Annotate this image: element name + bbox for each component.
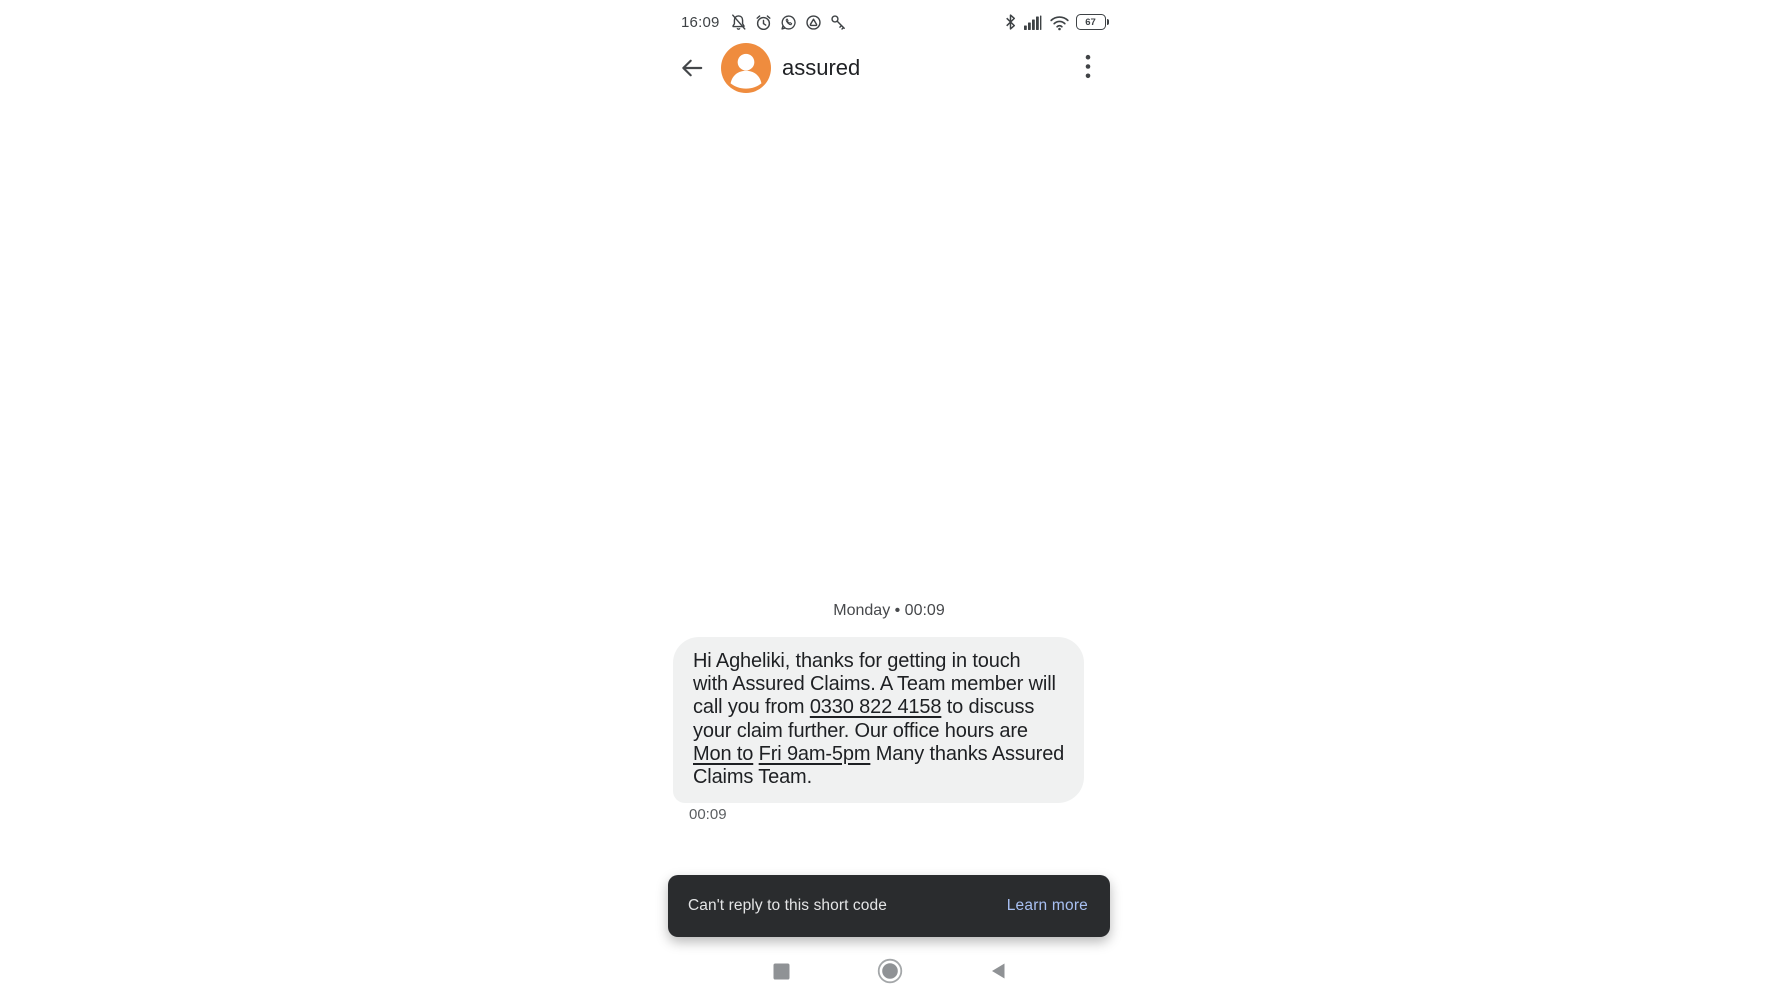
message-line	[693, 650, 1064, 673]
back-arrow-icon	[679, 55, 705, 81]
message-line	[693, 766, 1064, 789]
status-bar-left	[681, 13, 848, 32]
alarm-icon	[754, 13, 773, 32]
recents-square-icon	[773, 963, 790, 980]
battery-icon	[1076, 14, 1110, 30]
battery-nub	[1107, 19, 1110, 25]
back-button[interactable]	[679, 55, 705, 81]
message-line	[693, 720, 1064, 743]
message-text: call you from	[693, 696, 810, 719]
avatar-person-icon	[721, 43, 771, 93]
back-nav-button[interactable]	[990, 962, 1006, 980]
message-link[interactable]: Fri 9am-5pm	[758, 742, 871, 765]
phone-screen	[661, 0, 1117, 1000]
home-button[interactable]	[876, 957, 904, 985]
message-bubble[interactable]	[673, 637, 1084, 803]
battery-level: 67	[1085, 16, 1096, 28]
back-triangle-icon	[990, 962, 1006, 980]
wifi-icon	[1049, 14, 1070, 31]
conversation-header	[661, 38, 1117, 98]
kebab-menu-icon	[1085, 54, 1091, 79]
message-line	[693, 696, 1064, 719]
avatar[interactable]	[721, 43, 771, 93]
home-circle-icon	[876, 957, 904, 985]
message-line	[693, 673, 1064, 696]
message-link[interactable]: 0330 822 4158	[809, 696, 942, 719]
conversation-title[interactable]: assured	[782, 55, 861, 80]
cellular-signal-icon	[1023, 14, 1043, 31]
battery-body	[1076, 14, 1106, 30]
navigation-bar	[661, 942, 1117, 1000]
notifications-muted-icon	[729, 13, 748, 32]
message-link[interactable]: Mon to	[693, 742, 754, 765]
data-saver-icon	[804, 13, 823, 32]
overflow-menu-button[interactable]	[1079, 50, 1097, 86]
date-header: Monday • 00:09	[833, 602, 945, 619]
message-line	[693, 743, 1064, 766]
message-text: Many thanks Assured	[870, 742, 1065, 765]
status-time: 16:09	[681, 13, 720, 31]
learn-more-button[interactable]: Learn more	[1006, 897, 1088, 914]
whatsapp-icon	[779, 13, 798, 32]
recents-button[interactable]	[773, 963, 790, 980]
message-text: Claims Team.	[693, 766, 812, 789]
status-bar-right	[1004, 13, 1110, 31]
message-text: Hi Agheliki, thanks for getting in touch	[693, 650, 1021, 672]
status-bar	[661, 0, 1117, 38]
snackbar	[668, 875, 1110, 937]
bluetooth-icon	[1004, 13, 1017, 31]
vpn-key-icon	[829, 13, 848, 32]
message-timestamp: 00:09	[689, 806, 727, 823]
message-text: to discuss	[941, 696, 1035, 719]
message-text: your claim further. Our office hours are	[693, 719, 1028, 742]
snackbar-message: Can't reply to this short code	[688, 897, 887, 914]
message-text: with Assured Claims. A Team member will	[693, 673, 1056, 696]
